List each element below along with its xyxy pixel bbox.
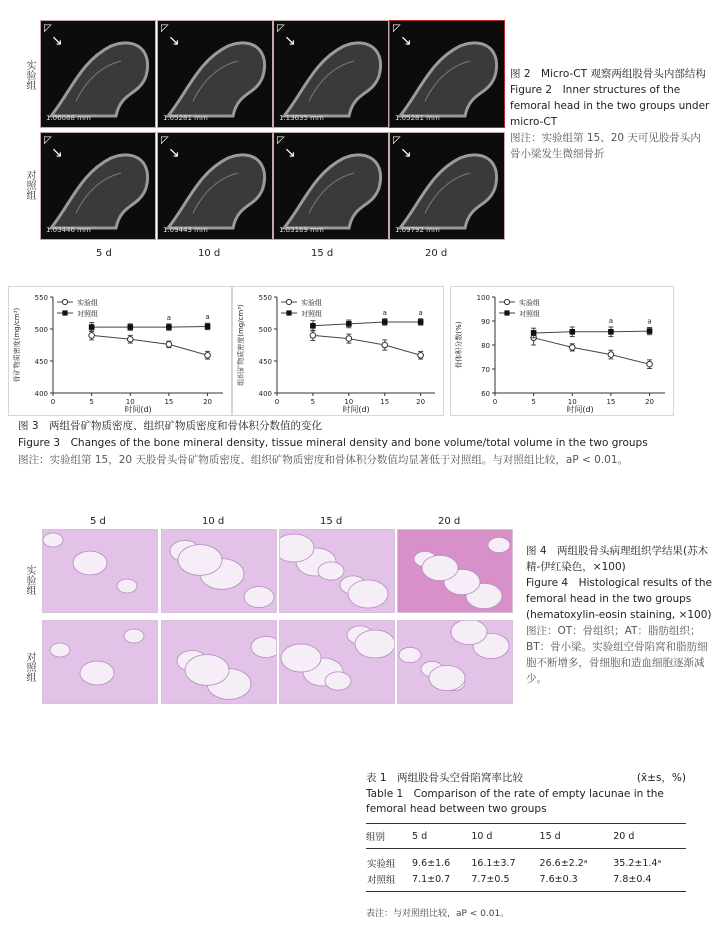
histo-day-label: 20 d [438, 516, 461, 527]
table1-cell: 35.2±1.4ᵃ [613, 857, 662, 869]
histo-day-label: 5 d [90, 516, 106, 527]
arrow-icon: ↘ [168, 33, 180, 49]
table1-header-cell: 10 d [471, 830, 493, 842]
measurement-label: 1.03446 mm [46, 226, 91, 234]
data-point [89, 333, 95, 339]
x-tick-label: 20 [416, 398, 426, 406]
histology-image [279, 620, 395, 704]
x-tick-label: 15 [164, 398, 174, 406]
measurement-label: 1.05281 mm [395, 114, 440, 122]
table1-header-cell: 5 d [412, 830, 428, 842]
table1-title-en: Table 1 Comparison of the rate of empty lacunae in the femoral head between two groups [366, 788, 664, 815]
micro-ct-image [389, 132, 505, 240]
legend-label: 实验组 [519, 299, 540, 307]
table1-cell: 实验组 [367, 859, 396, 870]
x-axis-label: 时间(d) [124, 405, 152, 414]
table1-cell: 7.1±0.7 [412, 873, 451, 885]
legend-label: 实验组 [77, 299, 98, 307]
y-tick-label: 400 [258, 390, 272, 398]
histology-image [42, 529, 158, 613]
micro-ct-image [157, 132, 273, 240]
data-point [205, 352, 211, 358]
data-point [382, 342, 388, 348]
ct-row-label-control: 对照组 [24, 170, 35, 200]
y-axis-label: 骨体积分数(%) [455, 321, 463, 369]
y-tick-label: 500 [258, 326, 272, 334]
series-line [313, 335, 421, 355]
x-tick-label: 10 [125, 398, 135, 406]
figure3-note: 图注：实验组第 15，20 天股骨头骨矿物质密度、组织矿物质密度和骨体积分数值均显著低于对照组。与对照组比较，aP < 0.01。 [18, 454, 629, 466]
table1 [366, 770, 686, 919]
x-tick-label: 15 [380, 398, 390, 406]
table1-header-cell: 20 d [613, 830, 635, 842]
table1-cell: 7.8±0.4 [613, 873, 652, 885]
histology-image [279, 529, 395, 613]
data-point [310, 323, 316, 329]
figure2-note: 图注：实验组第 15、20 天可见股骨头内骨小梁发生微细骨折 [510, 132, 701, 160]
data-point [166, 324, 172, 330]
arrow-icon: ↘ [51, 145, 63, 161]
table1-header-cell: 15 d [539, 830, 561, 842]
data-point [608, 329, 614, 335]
table1-cell: 9.6±1.6 [412, 857, 451, 869]
corner-mark-icon: ◸ [44, 23, 52, 34]
data-point [310, 333, 316, 339]
series-line [534, 331, 650, 333]
x-tick-label: 15 [606, 398, 616, 406]
chart-tmd-svg [233, 287, 443, 415]
series-line [92, 326, 208, 327]
data-point [89, 324, 95, 330]
series-line [313, 322, 421, 326]
series-line [534, 338, 650, 364]
table1-header-row [366, 824, 686, 849]
y-tick-label: 450 [258, 358, 272, 366]
figure4-caption [526, 543, 712, 687]
legend-label: 对照组 [519, 310, 540, 318]
data-point [205, 324, 211, 330]
measurement-label: 1.09792 mm [395, 226, 440, 234]
table1-grid [366, 823, 686, 892]
figure3-caption-cn: 图 3 两组骨矿物质密度、组织矿物质密度和骨体积分数值的变化 [18, 420, 323, 432]
y-tick-label: 70 [481, 366, 490, 374]
figure3-caption-en: Figure 3 Changes of the bone mineral density, tissue mineral density and bone volume/total volume in the two groups [18, 437, 648, 449]
y-tick-label: 90 [481, 318, 490, 326]
arrow-icon: ↘ [168, 145, 180, 161]
chart-bvtv-svg [451, 287, 673, 415]
histology-image [161, 529, 277, 613]
histology-image [397, 529, 513, 613]
x-tick-label: 20 [645, 398, 655, 406]
data-point [346, 321, 352, 327]
table1-cell: 对照组 [367, 875, 396, 886]
histo-day-label: 10 d [202, 516, 225, 527]
chart-bmd-svg [9, 287, 231, 415]
tissue-section [280, 530, 395, 613]
significance-label: a [205, 313, 210, 322]
arrow-icon: ↘ [284, 33, 296, 49]
table1-cell: 16.1±3.7 [471, 857, 516, 869]
data-point [127, 324, 133, 330]
histology-image [397, 620, 513, 704]
tissue-section [162, 621, 277, 704]
x-tick-label: 5 [310, 398, 316, 406]
legend-marker [286, 310, 291, 315]
data-point [127, 336, 133, 342]
y-axis-label: 组织矿物质密度(mg/cm³) [237, 304, 245, 386]
corner-mark-icon: ◸ [393, 23, 401, 34]
figure2-caption [510, 66, 710, 162]
y-tick-label: 400 [34, 390, 48, 398]
table1-cell: 7.7±0.5 [471, 873, 510, 885]
figure2-caption-cn: 图 2 Micro-CT 观察两组股骨头内部结构 [510, 68, 706, 80]
measurement-label: 1.13635 mm [279, 114, 324, 122]
significance-label: a [166, 313, 172, 322]
legend-marker [286, 299, 291, 304]
chart-tmd [232, 286, 444, 416]
chart-bvtv [450, 286, 674, 416]
x-tick-label: 20 [203, 398, 213, 406]
table1-title-cn: 表 1 两组股骨头空骨陷窝率比较 [366, 772, 524, 784]
tissue-section [398, 621, 513, 704]
arrow-icon: ↘ [284, 145, 296, 161]
micro-ct-image [273, 132, 389, 240]
corner-mark-icon: ◸ [277, 23, 285, 34]
micro-ct-image [157, 20, 273, 128]
table1-cell: 7.6±0.3 [539, 873, 578, 885]
histology-image [161, 620, 277, 704]
measurement-label: 1.09443 mm [163, 226, 208, 234]
data-point [569, 345, 575, 351]
table-row [366, 871, 686, 892]
figure3-caption [18, 418, 708, 469]
legend-label: 对照组 [77, 310, 98, 318]
histology-image [42, 620, 158, 704]
legend-marker [504, 310, 509, 315]
y-tick-label: 100 [476, 294, 490, 302]
arrow-icon: ↘ [51, 33, 63, 49]
y-axis-label: 骨矿物质密度(mg/cm³) [13, 307, 21, 383]
data-point [569, 329, 575, 335]
ct-day-label: 15 d [311, 248, 334, 259]
figure4-caption-en: Figure 4 Histological results of the femoral head in the two groups (hematoxylin-eosin staining, ×100) [526, 577, 712, 621]
data-point [531, 330, 537, 336]
ct-row-label-experimental: 实验组 [24, 60, 35, 90]
data-point [647, 328, 653, 334]
arrow-icon: ↘ [400, 145, 412, 161]
y-tick-label: 80 [481, 342, 490, 350]
histo-row-label-control: 对照组 [24, 652, 35, 682]
histo-day-label: 15 d [320, 516, 343, 527]
corner-mark-icon: ◸ [161, 23, 169, 34]
data-point [166, 342, 172, 348]
y-tick-label: 550 [258, 294, 272, 302]
data-point [647, 361, 653, 367]
table1-unit: (x̄±s，%) [636, 772, 686, 784]
data-point [608, 352, 614, 358]
micro-ct-image [40, 20, 156, 128]
data-point [418, 319, 424, 325]
ct-day-label: 20 d [425, 248, 448, 259]
histo-row-label-experimental: 实验组 [24, 565, 35, 595]
figure2-caption-en: Figure 2 Inner structures of the femoral head in the two groups under micro-CT [510, 84, 710, 128]
significance-label: a [608, 317, 614, 325]
significance-label: a [382, 308, 387, 317]
tissue-section [43, 621, 158, 704]
x-tick-label: 0 [492, 398, 498, 406]
figure4-caption-cn: 图 4 两组股骨头病理组织学结果(苏木精-伊红染色，×100) [526, 545, 709, 573]
y-tick-label: 500 [34, 326, 48, 334]
chart-bmd [8, 286, 232, 416]
table1-title-row [366, 770, 686, 785]
corner-mark-icon: ◸ [161, 135, 169, 146]
significance-label: a [647, 317, 652, 326]
x-tick-label: 5 [89, 398, 94, 406]
table1-header-cell: 组别 [366, 832, 386, 843]
series-line [92, 335, 208, 355]
micro-ct-image [273, 20, 389, 128]
tissue-section [398, 530, 513, 613]
legend-label: 实验组 [301, 299, 322, 307]
x-tick-label: 10 [567, 398, 577, 406]
x-tick-label: 0 [50, 398, 56, 406]
legend-marker [504, 299, 509, 304]
data-point [382, 319, 388, 325]
legend-label: 对照组 [301, 310, 322, 318]
arrow-icon: ↘ [400, 33, 412, 49]
y-tick-label: 450 [34, 358, 48, 366]
tissue-section [280, 621, 395, 704]
legend-marker [62, 310, 67, 315]
measurement-label: 1.03169 mm [279, 226, 324, 234]
measurement-label: 1.05281 mm [163, 114, 208, 122]
corner-mark-icon: ◸ [277, 135, 285, 146]
x-axis-label: 时间(d) [566, 405, 594, 414]
table-row [366, 849, 686, 872]
x-axis-label: 时间(d) [342, 405, 370, 414]
tissue-section [162, 530, 277, 613]
table1-note: 表注：与对照组比较，aP < 0.01。 [366, 909, 510, 919]
data-point [418, 352, 424, 358]
x-tick-label: 5 [531, 398, 536, 406]
micro-ct-image [40, 132, 156, 240]
y-tick-label: 60 [481, 390, 490, 398]
legend-marker [62, 299, 67, 304]
ct-day-label: 10 d [198, 248, 221, 259]
micro-ct-image [389, 20, 505, 128]
x-tick-label: 10 [344, 398, 354, 406]
table1-cell: 26.6±2.2ᵃ [539, 857, 588, 869]
y-tick-label: 550 [34, 294, 48, 302]
ct-day-label: 5 d [96, 248, 112, 259]
significance-label: a [418, 308, 423, 317]
corner-mark-icon: ◸ [393, 135, 401, 146]
x-tick-label: 0 [274, 398, 280, 406]
tissue-section [43, 530, 158, 613]
data-point [346, 336, 352, 342]
figure4-note: 图注：OT：骨组织；AT：脂肪组织；BT：骨小梁。实验组空骨陷窝和脂肪细胞不断增多，骨细胞和造血细胞逐渐减少。 [526, 625, 708, 685]
measurement-label: 1.06088 mm [46, 114, 91, 122]
corner-mark-icon: ◸ [44, 135, 52, 146]
